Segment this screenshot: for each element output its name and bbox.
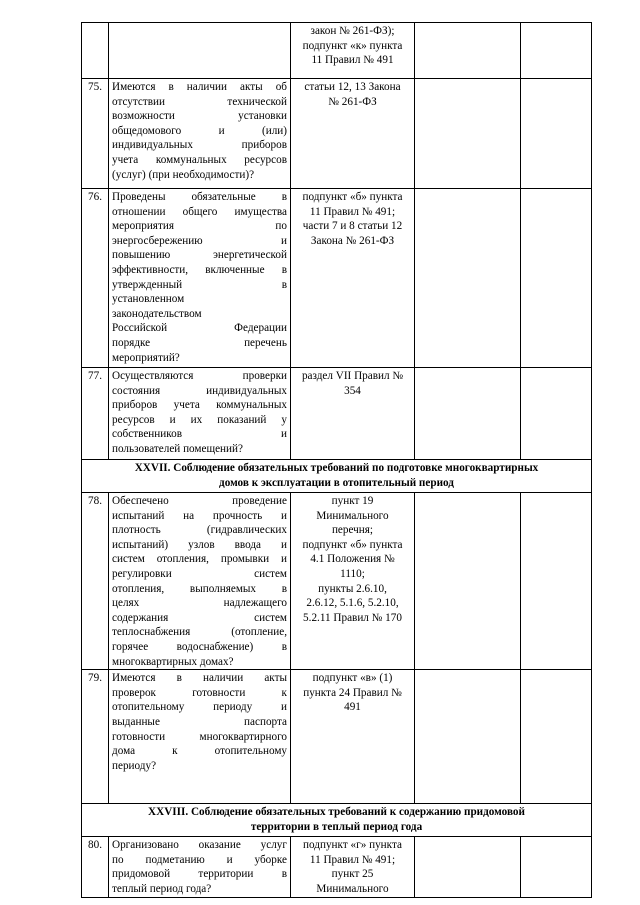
- text-line: Имеются в наличии акты об: [112, 81, 287, 93]
- text-line: 11 Правил № 491;: [309, 205, 396, 218]
- legal-reference: [291, 79, 415, 189]
- text-line: испытаний на прочность и: [112, 509, 287, 522]
- table-row: [82, 79, 592, 189]
- text-line: Минимального: [316, 882, 389, 895]
- answer-cell: [415, 837, 521, 897]
- text-line: придомовой территории в: [112, 868, 287, 881]
- text-line: выданные паспорта: [112, 715, 287, 728]
- text-line: 4.1 Положения №: [310, 553, 395, 566]
- text-line: учета коммунальных ресурсов: [112, 153, 287, 166]
- requirement-question: [109, 368, 291, 460]
- answer-cell: [415, 493, 521, 670]
- requirement-question: [109, 493, 291, 670]
- table-row: [82, 189, 592, 368]
- text-line: домов к эксплуатации в отопительный период: [219, 476, 454, 489]
- text-line: теплый период года?: [112, 882, 212, 895]
- text-line: Имеются в наличии акты: [112, 672, 287, 685]
- text-line: ресурсов и их показаний у: [112, 413, 287, 426]
- text-line: порядке перечень: [112, 336, 287, 349]
- text-line: многоквартирных домах?: [112, 655, 234, 668]
- text-line: энергосбережению и: [112, 234, 287, 247]
- table-row: [82, 23, 592, 79]
- text-line: дома к отопительному: [112, 745, 287, 758]
- text-line: систем отопления, промывки и: [112, 553, 287, 566]
- row-number: 78.: [82, 493, 109, 670]
- text-line: собственников и: [112, 428, 287, 441]
- legal-reference: [291, 189, 415, 368]
- note-cell: [521, 670, 592, 804]
- note-cell: [521, 79, 592, 189]
- section-row: [82, 460, 592, 493]
- text-line: 5.2.11 Правил № 170: [303, 611, 402, 624]
- text-line: проверок готовности к: [112, 686, 287, 699]
- text-line: пункта 24 Правил №: [303, 686, 402, 699]
- text-line: приборов учета коммунальных: [112, 399, 287, 412]
- text-line: пункт 25: [331, 868, 374, 881]
- text-line: 354: [344, 384, 361, 397]
- text-line: испытаний) узлов ввода и: [112, 538, 287, 551]
- text-line: территории в теплый период года: [250, 820, 423, 833]
- text-line: закон № 261-ФЗ);: [310, 25, 395, 37]
- requirement-question: [109, 189, 291, 368]
- note-cell: [521, 23, 592, 79]
- text-line: Минимального: [316, 509, 389, 522]
- text-line: повышению энергетической: [112, 249, 287, 262]
- text-line: части 7 и 8 статьи 12: [302, 220, 403, 233]
- text-line: статьи 12, 13 Закона: [304, 81, 401, 93]
- requirement-question: [109, 79, 291, 189]
- text-line: Закона № 261-ФЗ: [310, 234, 395, 247]
- text-line: Обеспечено проведение: [112, 495, 287, 507]
- row-number: 75.: [82, 79, 109, 189]
- text-line: целях надлежащего: [112, 597, 287, 610]
- note-cell: [521, 493, 592, 670]
- note-cell: [521, 368, 592, 460]
- requirement-question: [109, 670, 291, 804]
- text-line: состояния индивидуальных: [112, 384, 287, 397]
- text-line: перечня;: [331, 524, 374, 537]
- text-line: пользователей помещений?: [112, 442, 243, 455]
- text-line: XXVII. Соблюдение обязательных требований по подготовке многоквартирных: [134, 462, 539, 474]
- text-line: регулировки систем: [112, 567, 287, 580]
- note-cell: [521, 837, 592, 897]
- text-line: законодательством: [112, 307, 202, 320]
- text-line: плотность (гидравлических: [112, 524, 287, 537]
- text-line: (услуг) (при необходимости)?: [112, 168, 255, 181]
- text-line: отношении общего имущества: [112, 205, 287, 218]
- section-heading: [82, 804, 592, 837]
- text-line: теплоснабжения (отопление,: [112, 626, 287, 639]
- row-number: 77.: [82, 368, 109, 460]
- text-line: 2.6.12, 5.1.6, 5.2.10,: [306, 597, 399, 610]
- answer-cell: [415, 79, 521, 189]
- text-line: по подметанию и уборке: [112, 853, 287, 866]
- text-line: содержания систем: [112, 611, 287, 624]
- checklist-table: [81, 22, 592, 898]
- text-line: Российской Федерации: [112, 322, 287, 335]
- text-line: пункт 19: [331, 495, 374, 507]
- text-line: Проведены обязательные в: [112, 191, 287, 203]
- text-line: № 261-ФЗ: [328, 95, 377, 108]
- legal-reference: [291, 368, 415, 460]
- text-line: эффективности, включенные в: [112, 263, 287, 276]
- row-number: [82, 23, 109, 79]
- answer-cell: [415, 23, 521, 79]
- table-row: [82, 368, 592, 460]
- legal-reference: [291, 837, 415, 897]
- row-number: 80.: [82, 837, 109, 897]
- text-line: Организовано оказание услуг: [112, 839, 287, 852]
- section-row: [82, 804, 592, 837]
- text-line: подпункт «б» пункта: [302, 538, 403, 551]
- text-line: отсутствии технической: [112, 95, 287, 108]
- text-line: отопления, выполняемых в: [112, 582, 287, 595]
- text-line: XXVIII. Соблюдение обязательных требований к содержанию придомовой: [148, 806, 525, 819]
- text-line: подпункт «к» пункта: [302, 39, 403, 52]
- answer-cell: [415, 189, 521, 368]
- text-line: возможности установки: [112, 110, 287, 123]
- text-line: пункты 2.6.10,: [318, 582, 387, 595]
- text-line: горячее водоснабжение) в: [112, 640, 287, 653]
- legal-reference: [291, 670, 415, 804]
- text-line: отопительному периоду и: [112, 701, 287, 714]
- legal-reference: [291, 493, 415, 670]
- table-row: [82, 493, 592, 670]
- row-number: 76.: [82, 189, 109, 368]
- table-row: [82, 670, 592, 804]
- text-line: мероприятия по: [112, 220, 287, 233]
- text-line: 11 Правил № 491;: [309, 853, 396, 866]
- text-line: утвержденный в: [112, 278, 287, 291]
- text-line: мероприятий?: [112, 351, 180, 364]
- text-line: подпункт «б» пункта: [302, 191, 403, 203]
- text-line: готовности многоквартирного: [112, 730, 287, 743]
- section-heading: [82, 460, 592, 493]
- requirement-question: [109, 23, 291, 79]
- text-line: подпункт «в» (1): [312, 672, 393, 685]
- note-cell: [521, 189, 592, 368]
- text-line: раздел VII Правил №: [301, 370, 404, 382]
- text-line: 11 Правил № 491: [311, 54, 394, 67]
- legal-reference: [291, 23, 415, 79]
- text-line: 491: [344, 701, 361, 714]
- text-line: 1110;: [340, 567, 365, 580]
- row-number: 79.: [82, 670, 109, 804]
- text-line: установленном: [112, 293, 185, 306]
- text-line: индивидуальных приборов: [112, 139, 287, 152]
- table-row: [82, 837, 592, 897]
- text-line: Осуществляются проверки: [112, 370, 287, 382]
- text-line: периоду?: [112, 759, 157, 772]
- text-line: общедомового и (или): [112, 124, 287, 137]
- text-line: подпункт «г» пункта: [303, 839, 402, 852]
- answer-cell: [415, 368, 521, 460]
- requirement-question: [109, 837, 291, 897]
- answer-cell: [415, 670, 521, 804]
